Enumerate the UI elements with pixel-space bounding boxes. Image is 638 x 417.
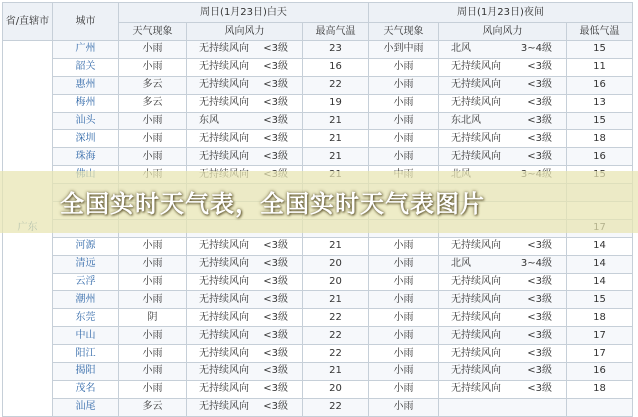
night-weather-cell: 小雨 (369, 255, 439, 273)
day-high-temp-cell: 21 (303, 130, 369, 148)
city-cell[interactable]: 珠海 (53, 148, 119, 166)
day-wind-direction: 无持续风向 (199, 311, 249, 323)
header-day-wind: 风向风力 (187, 23, 303, 41)
table-row (3, 148, 633, 166)
day-high-temp-cell: 22 (303, 327, 369, 345)
city-cell[interactable]: 茂名 (53, 380, 119, 398)
night-weather-cell: 小雨 (369, 363, 439, 381)
night-wind-cell (439, 76, 567, 94)
night-wind-direction: 无持续风向 (451, 150, 501, 162)
night-wind-direction: 无持续风向 (451, 383, 501, 395)
city-cell[interactable]: 河源 (53, 237, 119, 255)
day-weather-cell: 小雨 (119, 148, 187, 166)
day-high-temp-cell: 20 (303, 380, 369, 398)
night-low-temp-cell: 15 (567, 112, 633, 130)
night-wind-cell (439, 237, 567, 255)
night-wind-level: <3级 (527, 61, 552, 73)
day-wind-level: <3级 (263, 258, 288, 270)
day-wind-level: <3级 (263, 293, 288, 305)
night-wind-level: <3级 (527, 115, 552, 126)
night-wind-cell (439, 345, 567, 363)
day-wind-direction: 无持续风向 (199, 258, 249, 270)
day-high-temp-cell: 16 (303, 58, 369, 76)
day-wind-cell (187, 112, 303, 130)
day-wind-cell (187, 291, 303, 309)
day-high-temp-cell: 21 (303, 148, 369, 166)
night-low-temp-cell: 16 (567, 148, 633, 166)
day-wind-direction: 东风 (199, 115, 219, 126)
table-row (3, 398, 633, 416)
header-night-group: 周日(1月23日)夜间 (369, 3, 633, 23)
day-weather-cell: 小雨 (119, 273, 187, 291)
day-wind-level: <3级 (263, 383, 288, 395)
night-wind-direction: 无持续风向 (451, 365, 501, 377)
night-wind-cell (439, 398, 567, 416)
table-row (3, 273, 633, 291)
city-cell[interactable]: 清远 (53, 255, 119, 273)
day-wind-direction: 无持续风向 (199, 132, 249, 144)
day-wind-level: <3级 (263, 347, 288, 359)
night-low-temp-cell: 18 (567, 380, 633, 398)
day-weather-cell: 多云 (119, 94, 187, 112)
night-weather-cell: 小雨 (369, 58, 439, 76)
day-wind-cell (187, 273, 303, 291)
day-wind-level: <3级 (263, 329, 288, 341)
day-high-temp-cell: 21 (303, 291, 369, 309)
night-wind-level: <3级 (527, 276, 552, 288)
night-wind-level: <3级 (527, 365, 552, 377)
city-cell[interactable]: 阳江 (53, 345, 119, 363)
night-weather-cell: 小雨 (369, 309, 439, 327)
table-row (3, 309, 633, 327)
night-weather-cell: 小雨 (369, 148, 439, 166)
day-wind-direction: 无持续风向 (199, 365, 249, 377)
night-wind-direction: 无持续风向 (451, 97, 501, 109)
table-row (3, 94, 633, 112)
night-low-temp-cell (567, 398, 633, 416)
day-wind-cell (187, 380, 303, 398)
night-wind-direction: 无持续风向 (451, 347, 501, 359)
day-wind-direction: 无持续风向 (199, 43, 249, 55)
night-low-temp-cell: 17 (567, 345, 633, 363)
day-weather-cell: 多云 (119, 398, 187, 416)
day-wind-cell (187, 58, 303, 76)
night-wind-cell (439, 130, 567, 148)
city-cell[interactable]: 惠州 (53, 76, 119, 94)
day-wind-cell (187, 363, 303, 381)
day-wind-cell (187, 398, 303, 416)
night-weather-cell: 小雨 (369, 291, 439, 309)
day-wind-level: <3级 (263, 240, 288, 252)
night-low-temp-cell: 18 (567, 309, 633, 327)
night-weather-cell: 小雨 (369, 94, 439, 112)
day-wind-level: <3级 (263, 276, 288, 288)
day-wind-level: <3级 (263, 97, 288, 109)
night-wind-direction: 北风 (451, 43, 471, 55)
table-row (3, 291, 633, 309)
table-row (3, 76, 633, 94)
night-weather-cell: 小雨 (369, 327, 439, 345)
day-wind-direction: 无持续风向 (199, 293, 249, 305)
night-low-temp-cell: 14 (567, 237, 633, 255)
city-cell[interactable]: 潮州 (53, 291, 119, 309)
night-wind-direction: 无持续风向 (451, 79, 501, 91)
night-wind-level: <3级 (527, 311, 552, 323)
night-wind-direction: 无持续风向 (451, 240, 501, 252)
day-weather-cell: 小雨 (119, 380, 187, 398)
city-cell[interactable]: 深圳 (53, 130, 119, 148)
night-wind-level: 3~4级 (520, 258, 552, 270)
night-wind-level: <3级 (527, 79, 552, 91)
day-weather-cell: 阴 (119, 309, 187, 327)
day-weather-cell: 小雨 (119, 291, 187, 309)
day-high-temp-cell: 21 (303, 237, 369, 255)
day-wind-direction: 无持续风向 (199, 79, 249, 91)
day-wind-level: <3级 (263, 79, 288, 91)
day-high-temp-cell: 19 (303, 94, 369, 112)
night-weather-cell: 小雨 (369, 112, 439, 130)
night-low-temp-cell: 14 (567, 273, 633, 291)
day-weather-cell: 小雨 (119, 58, 187, 76)
day-wind-cell (187, 327, 303, 345)
night-weather-cell: 小雨 (369, 398, 439, 416)
day-weather-cell: 小雨 (119, 237, 187, 255)
table-row (3, 255, 633, 273)
table-row (3, 345, 633, 363)
night-low-temp-cell: 14 (567, 255, 633, 273)
night-low-temp-cell: 11 (567, 58, 633, 76)
day-wind-direction: 无持续风向 (199, 150, 249, 162)
day-high-temp-cell: 20 (303, 255, 369, 273)
day-high-temp-cell: 22 (303, 345, 369, 363)
day-weather-cell: 小雨 (119, 112, 187, 130)
night-wind-level: <3级 (527, 150, 552, 162)
night-wind-level: <3级 (527, 383, 552, 395)
header-night-wind: 风向风力 (439, 23, 567, 41)
day-wind-level: <3级 (263, 132, 288, 144)
night-wind-direction: 无持续风向 (451, 132, 501, 144)
night-weather-cell: 小雨 (369, 76, 439, 94)
night-weather-cell: 小雨 (369, 130, 439, 148)
day-wind-direction: 无持续风向 (199, 347, 249, 359)
city-cell[interactable]: 中山 (53, 327, 119, 345)
day-wind-cell (187, 237, 303, 255)
night-wind-direction: 无持续风向 (451, 311, 501, 323)
header-day-temp: 最高气温 (303, 23, 369, 41)
night-wind-level: <3级 (527, 329, 552, 341)
day-wind-direction: 无持续风向 (199, 401, 249, 413)
day-wind-direction: 无持续风向 (199, 61, 249, 73)
day-wind-level: <3级 (263, 311, 288, 323)
night-wind-level: 3~4级 (520, 43, 552, 55)
night-wind-cell (439, 148, 567, 166)
city-cell[interactable]: 梅州 (53, 94, 119, 112)
night-wind-cell (439, 363, 567, 381)
day-weather-cell: 小雨 (119, 41, 187, 59)
table-row (3, 112, 633, 130)
night-wind-direction: 东北风 (451, 115, 481, 126)
day-weather-cell: 多云 (119, 76, 187, 94)
day-high-temp-cell: 22 (303, 309, 369, 327)
day-wind-cell (187, 94, 303, 112)
night-wind-cell (439, 58, 567, 76)
table-row (3, 58, 633, 76)
day-wind-level: <3级 (263, 61, 288, 73)
night-wind-cell (439, 273, 567, 291)
day-weather-cell: 小雨 (119, 345, 187, 363)
day-wind-level: <3级 (263, 365, 288, 377)
table-row (3, 327, 633, 345)
day-wind-cell (187, 76, 303, 94)
night-low-temp-cell: 16 (567, 76, 633, 94)
city-cell[interactable]: 东莞 (53, 309, 119, 327)
city-cell[interactable]: 揭阳 (53, 363, 119, 381)
city-cell[interactable]: 汕尾 (53, 398, 119, 416)
city-cell[interactable]: 云浮 (53, 273, 119, 291)
night-wind-level: <3级 (527, 347, 552, 359)
night-wind-cell (439, 255, 567, 273)
table-header (3, 3, 633, 41)
day-high-temp-cell: 22 (303, 76, 369, 94)
table-row (3, 237, 633, 255)
night-wind-cell (439, 380, 567, 398)
day-wind-cell (187, 345, 303, 363)
day-wind-cell (187, 255, 303, 273)
day-high-temp-cell: 23 (303, 41, 369, 59)
day-wind-level: <3级 (263, 115, 288, 126)
night-wind-cell (439, 327, 567, 345)
day-high-temp-cell: 21 (303, 112, 369, 130)
overlay-title: 全国实时天气表，全国实时天气表图片 (60, 190, 485, 218)
day-high-temp-cell: 20 (303, 273, 369, 291)
night-low-temp-cell: 18 (567, 130, 633, 148)
night-wind-direction: 无持续风向 (451, 276, 501, 288)
header-day-group: 周日(1月23日)白天 (119, 3, 369, 23)
day-wind-direction: 无持续风向 (199, 97, 249, 109)
night-wind-level: <3级 (527, 132, 552, 144)
night-low-temp-cell: 13 (567, 94, 633, 112)
night-wind-direction: 无持续风向 (451, 329, 501, 341)
city-cell[interactable]: 韶关 (53, 58, 119, 76)
night-wind-direction: 无持续风向 (451, 61, 501, 73)
header-night-weather: 天气现象 (369, 23, 439, 41)
night-weather-cell: 小雨 (369, 345, 439, 363)
night-low-temp-cell: 16 (567, 363, 633, 381)
table-row (3, 380, 633, 398)
night-wind-level: <3级 (527, 97, 552, 109)
day-weather-cell: 小雨 (119, 255, 187, 273)
city-cell[interactable]: 广州 (53, 41, 119, 59)
night-wind-level: <3级 (527, 240, 552, 252)
day-wind-cell (187, 309, 303, 327)
day-wind-cell (187, 148, 303, 166)
night-weather-cell: 小雨 (369, 273, 439, 291)
day-weather-cell: 小雨 (119, 327, 187, 345)
table-row (3, 41, 633, 59)
day-wind-level: <3级 (263, 150, 288, 162)
night-wind-cell (439, 94, 567, 112)
night-weather-cell: 小雨 (369, 380, 439, 398)
table-row (3, 130, 633, 148)
day-high-temp-cell: 21 (303, 363, 369, 381)
city-cell[interactable]: 汕头 (53, 112, 119, 130)
day-high-temp-cell: 22 (303, 398, 369, 416)
night-low-temp-cell: 15 (567, 41, 633, 59)
day-wind-level: <3级 (263, 43, 288, 55)
day-wind-cell (187, 41, 303, 59)
night-wind-cell (439, 291, 567, 309)
day-wind-cell (187, 130, 303, 148)
night-wind-cell (439, 41, 567, 59)
night-wind-cell (439, 309, 567, 327)
day-wind-level: <3级 (263, 401, 288, 413)
day-wind-direction: 无持续风向 (199, 240, 249, 252)
day-wind-direction: 无持续风向 (199, 383, 249, 395)
night-low-temp-cell: 17 (567, 327, 633, 345)
night-wind-cell (439, 112, 567, 130)
header-day-weather: 天气现象 (119, 23, 187, 41)
night-weather-cell: 小到中雨 (369, 41, 439, 59)
day-wind-direction: 无持续风向 (199, 276, 249, 288)
night-wind-direction: 无持续风向 (451, 293, 501, 305)
day-weather-cell: 小雨 (119, 130, 187, 148)
header-city: 城市 (53, 3, 119, 41)
table-row (3, 363, 633, 381)
day-wind-direction: 无持续风向 (199, 329, 249, 341)
header-province: 省/直辖市 (3, 3, 53, 41)
night-low-temp-cell: 15 (567, 291, 633, 309)
night-wind-direction: 北风 (451, 258, 471, 270)
night-weather-cell: 小雨 (369, 237, 439, 255)
night-wind-level: <3级 (527, 293, 552, 305)
day-weather-cell: 小雨 (119, 363, 187, 381)
header-night-temp: 最低气温 (567, 23, 633, 41)
